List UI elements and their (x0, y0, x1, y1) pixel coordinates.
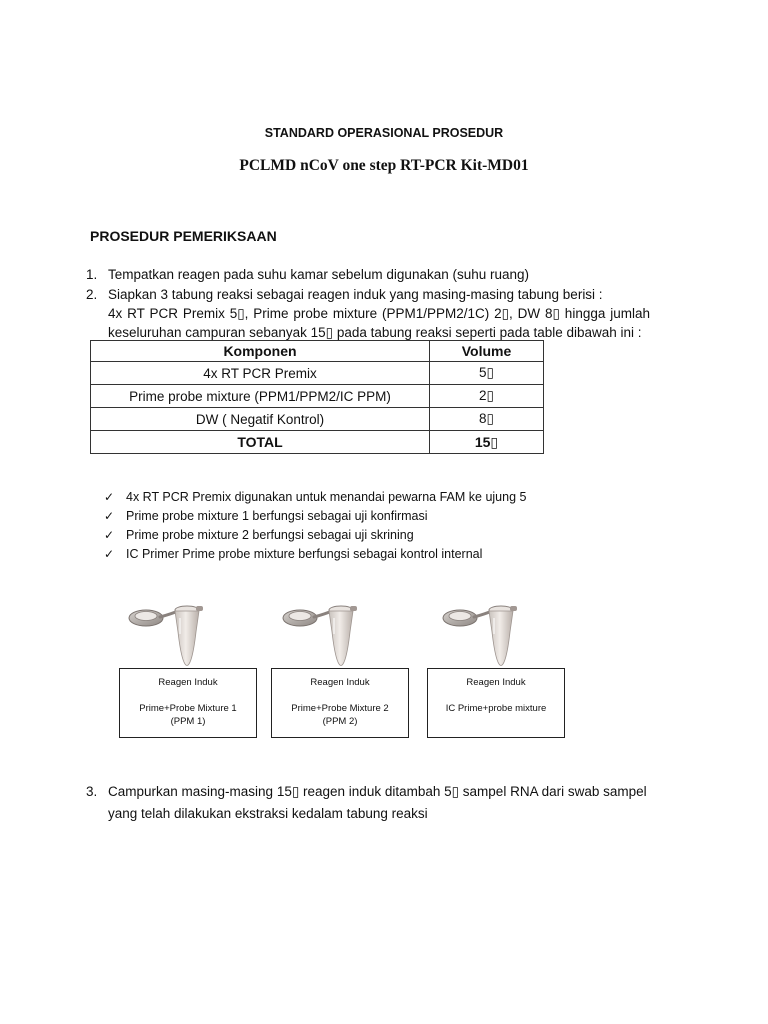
table-cell: 8▯ (430, 408, 544, 431)
step-number: 1. (86, 267, 98, 282)
microcentrifuge-tube-icon (126, 584, 226, 668)
reagent-box-title: Reagen Induk (158, 677, 218, 688)
document-subtitle: PCLMD nCoV one step RT-PCR Kit-MD01 (239, 157, 529, 174)
reagent-box-ppm1 (119, 668, 257, 738)
list-item (104, 507, 526, 526)
table-cell: 2▯ (430, 385, 544, 408)
table-cell: Prime probe mixture (PPM1/PPM2/IC PPM) (91, 385, 430, 408)
step-number: 3. (86, 784, 98, 799)
table-row (91, 408, 544, 431)
table-header-cell: Volume (430, 341, 544, 362)
list-item-text: 4x RT PCR Premix digunakan untuk menandai pewarna FAM ke ujung 5 (126, 490, 527, 504)
composition-table (90, 340, 544, 454)
step-text-line: Campurkan masing-masing 15▯ reagen induk ditambah 5▯ sampel RNA dari swab sampel (108, 784, 647, 799)
table-header-cell: Komponen (91, 341, 430, 362)
reagent-box-line: Prime+Probe Mixture 1 (139, 703, 237, 714)
reagent-box-ic (427, 668, 565, 738)
reagent-box-line: IC Prime+probe mixture (445, 703, 547, 714)
document-title: STANDARD OPERASIONAL PROSEDUR (264, 126, 504, 140)
step-text-line: Siapkan 3 tabung reaksi sebagai reagen induk yang masing-masing tabung berisi : (108, 287, 603, 302)
table-row (91, 385, 544, 408)
reagent-box-line: (PPM 2) (322, 716, 358, 727)
table-cell: 15▯ (430, 431, 544, 454)
list-item (104, 526, 526, 545)
table-cell: DW ( Negatif Kontrol) (91, 408, 430, 431)
step-text-line: 4x RT PCR Premix 5▯, Prime probe mixture (PPM1/PPM2/1C) 2▯, DW 8▯ hingga jumlah (108, 306, 650, 321)
table-cell: TOTAL (91, 431, 430, 454)
reagent-box-ppm2 (271, 668, 409, 738)
list-item-text: IC Primer Prime probe mixture berfungsi sebagai kontrol internal (126, 547, 483, 561)
step-number: 2. (86, 287, 98, 302)
table-cell: 5▯ (430, 362, 544, 385)
checklist (104, 488, 526, 564)
checkmark-icon: ✓ (104, 490, 115, 504)
reagent-box-line: (PPM 1) (170, 716, 206, 727)
table-cell: 4x RT PCR Premix (91, 362, 430, 385)
reagent-box-title: Reagen Induk (310, 677, 370, 688)
table-row (91, 362, 544, 385)
list-item-text: Prime probe mixture 2 berfungsi sebagai uji skrining (126, 528, 414, 542)
list-item-text: Prime probe mixture 1 berfungsi sebagai uji konfirmasi (126, 509, 428, 523)
step-text-line: keseluruhan campuran sebanyak 15▯ pada tabung reaksi seperti pada table dibawah ini : (108, 325, 642, 340)
section-heading: PROSEDUR PEMERIKSAAN (90, 228, 277, 244)
microcentrifuge-tube-icon (440, 584, 540, 668)
table-total-row (91, 431, 544, 454)
reagent-box-title: Reagen Induk (466, 677, 526, 688)
checkmark-icon: ✓ (104, 528, 115, 542)
step-text-line: yang telah dilakukan ekstraksi kedalam tabung reaksi (108, 806, 428, 821)
table-header-row (91, 341, 544, 362)
step-text-line: Tempatkan reagen pada suhu kamar sebelum digunakan (suhu ruang) (108, 267, 530, 282)
checkmark-icon: ✓ (104, 547, 115, 561)
microcentrifuge-tube-icon (280, 584, 380, 668)
checkmark-icon: ✓ (104, 509, 115, 523)
list-item (104, 545, 526, 564)
list-item (104, 488, 526, 507)
reagent-box-line: Prime+Probe Mixture 2 (291, 703, 389, 714)
